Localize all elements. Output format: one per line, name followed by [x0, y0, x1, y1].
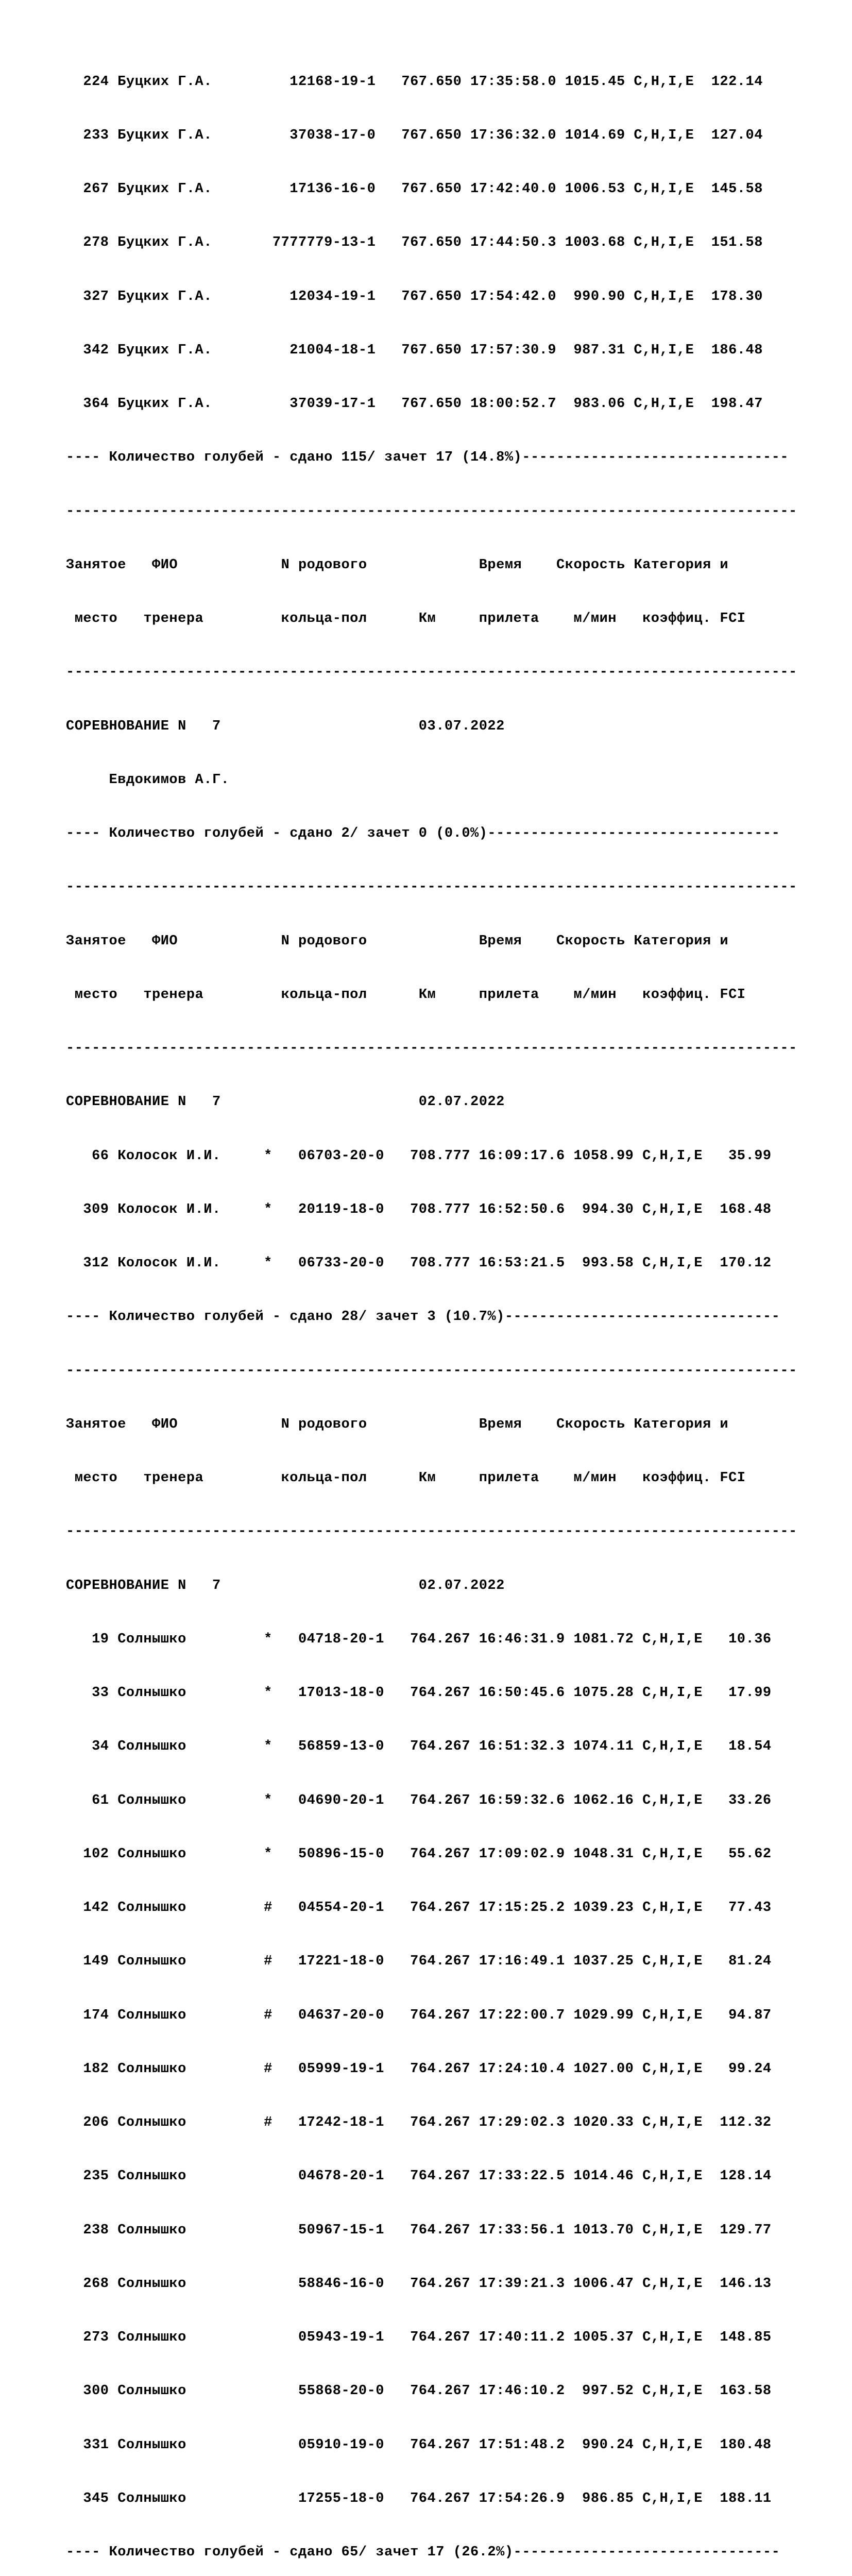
result-row: 142 Солнышко # 04554-20-1 764.267 17:15:25.2 1039.23 C,H,I,E 77.43 — [66, 1900, 772, 1916]
summary-line: ---- Количество голубей - сдано 2/ зачет 0 (0.0%)---------------------------------- — [66, 826, 780, 841]
separator-line: ------------------------------------------------------------------------------------- — [66, 665, 797, 681]
separator-line: ------------------------------------------------------------------------------------- — [66, 1041, 797, 1056]
results-document — [66, 37, 797, 2576]
column-header-line-1: Занятое ФИО N родового Время Скорость Категория и — [66, 557, 729, 573]
result-row: 102 Солнышко * 50896-15-0 764.267 17:09:02.9 1048.31 C,H,I,E 55.62 — [66, 1846, 772, 1862]
trainer-name-line: Евдокимов А.Г. — [66, 772, 230, 788]
result-row: 300 Солнышко 55868-20-0 764.267 17:46:10.2 997.52 C,H,I,E 163.58 — [66, 2383, 772, 2399]
result-row: 233 Буцких Г.А. 37038-17-0 767.650 17:36:32.0 1014.69 C,H,I,E 127.04 — [66, 127, 763, 143]
result-row: 331 Солнышко 05910-19-0 764.267 17:51:48.2 990.24 C,H,I,E 180.48 — [66, 2437, 772, 2453]
result-row: 273 Солнышко 05943-19-1 764.267 17:40:11.2 1005.37 C,H,I,E 148.85 — [66, 2330, 772, 2345]
result-row: 342 Буцких Г.А. 21004-18-1 767.650 17:57:30.9 987.31 C,H,I,E 186.48 — [66, 342, 763, 358]
result-row: 312 Колосок И.И. * 06733-20-0 708.777 16:53:21.5 993.58 C,H,I,E 170.12 — [66, 1256, 772, 1271]
summary-line: ---- Количество голубей - сдано 28/ зачет 3 (10.7%)-------------------------------- — [66, 1309, 780, 1325]
result-row: 34 Солнышко * 56859-13-0 764.267 16:51:32.3 1074.11 C,H,I,E 18.54 — [66, 1739, 772, 1755]
result-row: 19 Солнышко * 04718-20-1 764.267 16:46:31.9 1081.72 C,H,I,E 10.36 — [66, 1631, 772, 1647]
result-row: 327 Буцких Г.А. 12034-19-1 767.650 17:54:42.0 990.90 C,H,I,E 178.30 — [66, 289, 763, 304]
separator-line: ------------------------------------------------------------------------------------- — [66, 1363, 797, 1379]
result-row: 149 Солнышко # 17221-18-0 764.267 17:16:49.1 1037.25 C,H,I,E 81.24 — [66, 1954, 772, 1970]
column-header-line-2: место тренера кольца-пол Км прилета м/мин коэффиц. FCI — [66, 1470, 746, 1486]
separator-line: ------------------------------------------------------------------------------------- — [66, 1524, 797, 1540]
competition-heading: СОРЕВНОВАНИЕ N 7 02.07.2022 — [66, 1094, 505, 1110]
column-header-line-2: место тренера кольца-пол Км прилета м/мин коэффиц. FCI — [66, 611, 746, 626]
result-row: 182 Солнышко # 05999-19-1 764.267 17:24:10.4 1027.00 C,H,I,E 99.24 — [66, 2061, 772, 2077]
result-row: 235 Солнышко 04678-20-1 764.267 17:33:22.5 1014.46 C,H,I,E 128.14 — [66, 2168, 772, 2184]
column-header-line-1: Занятое ФИО N родового Время Скорость Категория и — [66, 933, 729, 949]
result-row: 267 Буцких Г.А. 17136-16-0 767.650 17:42:40.0 1006.53 C,H,I,E 145.58 — [66, 181, 763, 197]
column-header-line-2: место тренера кольца-пол Км прилета м/мин коэффиц. FCI — [66, 987, 746, 1003]
summary-line: ---- Количество голубей - сдано 65/ зачет 17 (26.2%)------------------------------- — [66, 2545, 780, 2560]
competition-heading: СОРЕВНОВАНИЕ N 7 03.07.2022 — [66, 718, 505, 734]
result-row: 268 Солнышко 58846-16-0 764.267 17:39:21.3 1006.47 C,H,I,E 146.13 — [66, 2276, 772, 2292]
result-row: 206 Солнышко # 17242-18-1 764.267 17:29:02.3 1020.33 C,H,I,E 112.32 — [66, 2115, 772, 2130]
result-row: 33 Солнышко * 17013-18-0 764.267 16:50:45.6 1075.28 C,H,I,E 17.99 — [66, 1685, 772, 1701]
result-row: 309 Колосок И.И. * 20119-18-0 708.777 16:52:50.6 994.30 C,H,I,E 168.48 — [66, 1201, 772, 1217]
result-row: 224 Буцких Г.А. 12168-19-1 767.650 17:35:58.0 1015.45 C,H,I,E 122.14 — [66, 74, 763, 90]
result-row: 364 Буцких Г.А. 37039-17-1 767.650 18:00:52.7 983.06 C,H,I,E 198.47 — [66, 396, 763, 412]
result-row: 345 Солнышко 17255-18-0 764.267 17:54:26.9 986.85 C,H,I,E 188.11 — [66, 2490, 772, 2506]
separator-line: ------------------------------------------------------------------------------------- — [66, 879, 797, 895]
column-header-line-1: Занятое ФИО N родового Время Скорость Категория и — [66, 1416, 729, 1432]
result-row: 66 Колосок И.И. * 06703-20-0 708.777 16:09:17.6 1058.99 C,H,I,E 35.99 — [66, 1148, 772, 1164]
result-row: 61 Солнышко * 04690-20-1 764.267 16:59:32.6 1062.16 C,H,I,E 33.26 — [66, 1792, 772, 1808]
competition-heading: СОРЕВНОВАНИЕ N 7 02.07.2022 — [66, 1578, 505, 1594]
result-row: 278 Буцких Г.А. 7777779-13-1 767.650 17:44:50.3 1003.68 C,H,I,E 151.58 — [66, 235, 763, 251]
separator-line: ------------------------------------------------------------------------------------- — [66, 503, 797, 519]
result-row: 174 Солнышко # 04637-20-0 764.267 17:22:00.7 1029.99 C,H,I,E 94.87 — [66, 2007, 772, 2023]
result-row: 238 Солнышко 50967-15-1 764.267 17:33:56.1 1013.70 C,H,I,E 129.77 — [66, 2222, 772, 2238]
summary-line: ---- Количество голубей - сдано 115/ зачет 17 (14.8%)------------------------------- — [66, 450, 789, 466]
